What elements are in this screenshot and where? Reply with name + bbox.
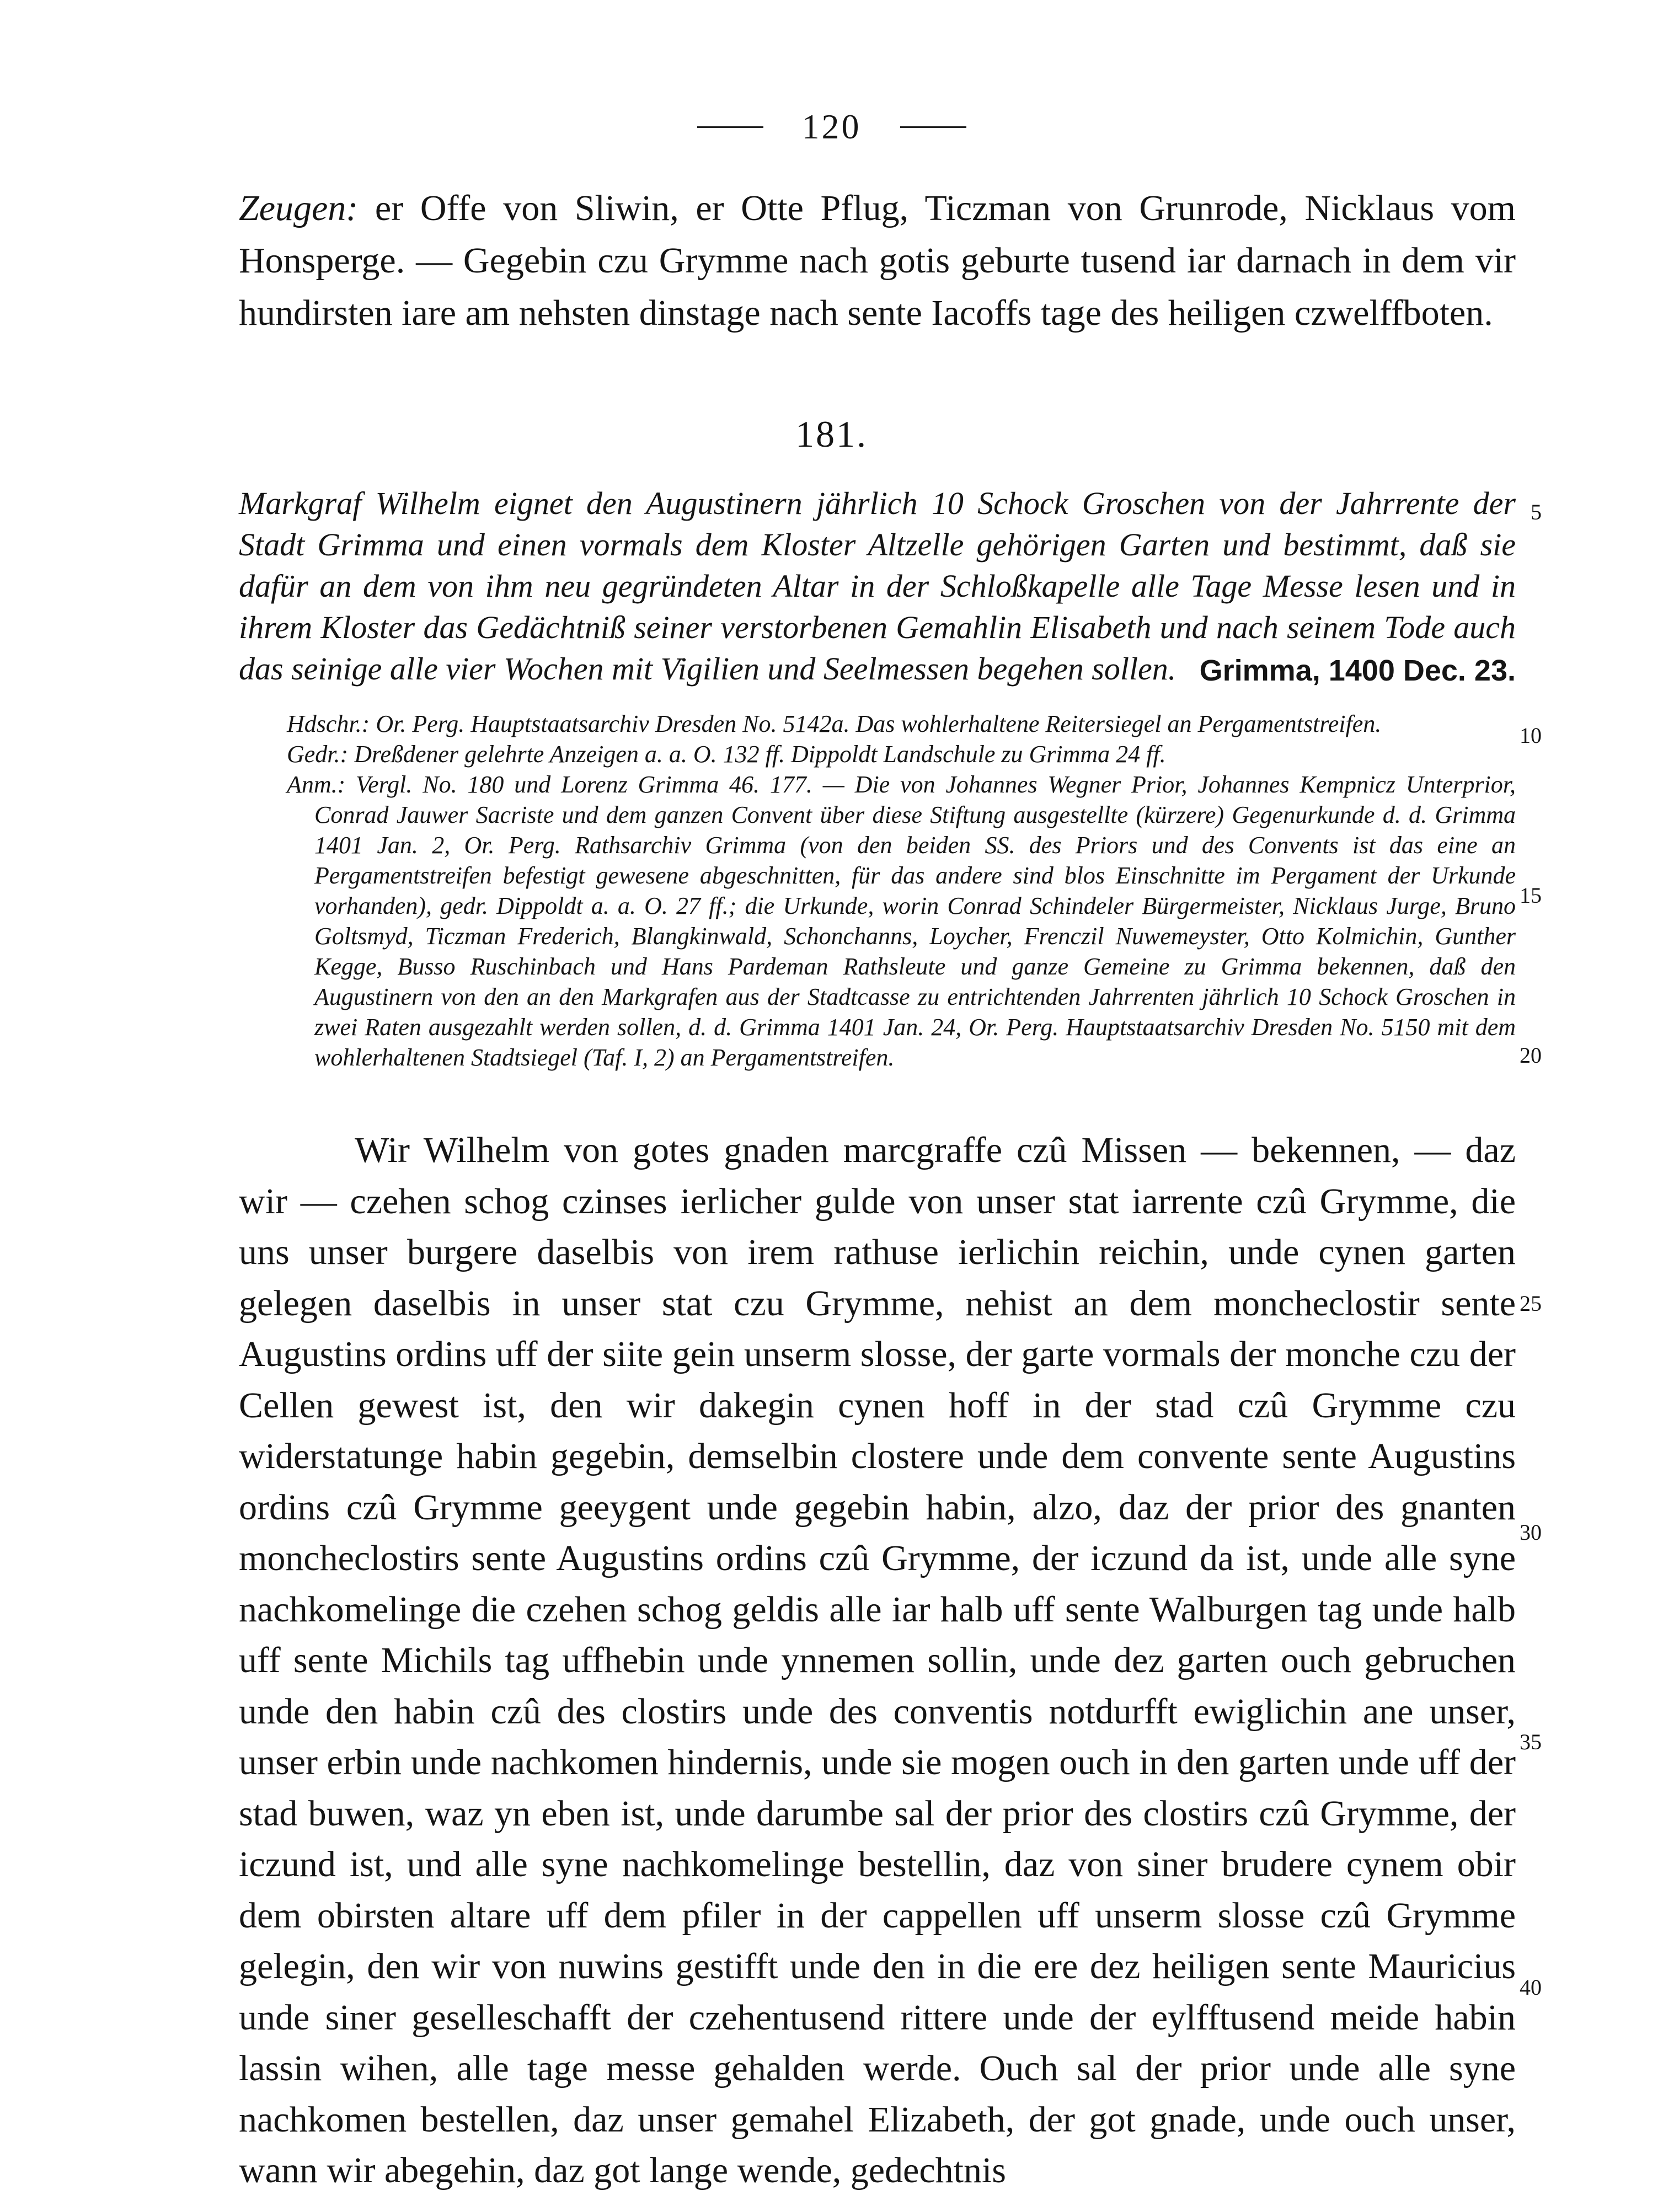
charter-text: Wir Wilhelm von gotes gnaden marcgraffe czû Missen — bekennen, — daz wir — czehen schog czinses ierlicher gulde von unser stat iarrente czû Grymme, die uns unser burgere daselbis von irem rathuse ierlichin reichin, unde cynen garten gelegen daselbis in unser stat czu Grymme, nehist an dem moncheclostir sente Augustins ordins uff der siite gein unserm slosse, der garte vormals der monche czu der Cellen gewest ist, den wir dakegin cynen hoff in der stad czû Grymme czu widerstatunge habin gegebin, demselbin clostere unde dem convente sente Augustins ordins czû Grymme geeygent unde gegebin habin, alzo, daz der prior des gnanten moncheclostirs sente Augustins ordins czû Grymme, der iczund da ist, unde alle syne nachkomelinge die czehen schog geldis alle iar halb uff sente Walburgen tag unde halb uff sente Michils tag uffhebin unde ynnemen sollin, unde dez garten ouch gebruchen unde den habin czû des clostirs unde des conventis notdurfft ewiglichin ane unser, unser erbin unde nachkomen hindernis, unde sie mogen ouch in den garten unde uff der stad buwen, waz yn eben ist, unde darumbe sal der prior des clostirs czû Grymme, der iczund ist, und alle syne nachkomelinge bestellin, daz von siner brudere cynem obir dem obirsten altare uff dem pfiler in der cappellen uff unserm slosse czû Grymme gelegin, den wir von nuwins gestifft unde den in die ere dez heiligen sente Mauricius unde siner geselleschafft der czehentusend rittere unde der eylfftusend meide habin lassin wihen, alle tage messe gehalden werde. Ouch sal der prior unde alle syne nachkomen bestellen, daz unser gemahel Elizabeth, der got gnade, unde ouch unser, wann wir abegehin, daz got lange wende, gedechtnis [239,1130,1516,2190]
line-number: 35 [1520,1729,1542,1754]
note-remarks: Anm.: Vergl. No. 180 und Lorenz Grimma 46. 177. — Die von Johannes Wegner Prior, Johannes Kempnicz Unterprior, Conrad Jauwer Sacriste und dem ganzen Convent über diese Stiftung ausgestellte (kürzere) Gegenurkunde d. d. Grimma 1401 Jan. 2, Or. Perg. Rathsarchiv Grimma (von den beiden SS. des Priors und des Convents ist das eine an Pergamentstreifen befestigt gewesene abgeschnitten, für das andere sind blos Einschnitte im Pergament der Urkunde vorhanden), gedr. Dippoldt a. a. O. 27 ff.; die Urkunde, worin Conrad Schindeler Bürgermeister, Nicklaus Jurge, Bruno Goltsmyd, Ticzman Frederich, Blangkinwald, Schonchanns, Loycher, Frenczil Nuwemeyster, Otto Kolmichin, Gunther Kegge, Busso Ruschinbach und Hans Pardeman Rathsleute und ganze Gemeine zu Grimma bekennen, daß den Augustinern von den an den Markgrafen aus der Stadtcasse zu entrichtenden Jahrrenten jährlich 10 Schock Groschen in zwei Raten ausgezahlt werden sollen, d. d. Grimma 1401 Jan. 24, Or. Perg. Hauptstaatsarchiv Dresden No. 5150 mit dem wohlerhaltenen Stadtsiegel (Taf. I, 2) an Pergamentstreifen. [287,771,1516,1071]
witness-label: Zeugen: [239,188,359,228]
note-printed: Gedr.: Dreßdener gelehrte Anzeigen a. a. O. 132 ff. Dippoldt Landschule zu Grimma 24 ff. [287,741,1166,768]
place-date: Grimma, 1400 Dec. 23. [1199,654,1516,687]
note-manuscript: Hdschr.: Or. Perg. Hauptstaatsarchiv Dresden No. 5142a. Das wohlerhaltene Reitersiegel an Pergamentstreifen. [287,710,1382,737]
header-rule-left [697,126,763,128]
line-number: 10 [1520,723,1542,748]
line-number: 30 [1520,1520,1542,1545]
witness-paragraph [239,182,1516,339]
apparatus-notes [287,709,1516,1073]
page-header [0,105,1663,149]
line-number: 20 [1520,1043,1542,1068]
regest-summary [239,483,1516,692]
line-number: 40 [1520,1975,1542,2000]
line-number: 25 [1520,1291,1542,1316]
header-rule-right [900,126,966,128]
line-number: 5 [1531,500,1542,524]
regest-text: Markgraf Wilhelm eignet den Augustinern jährlich 10 Schock Groschen von der Jahrrente der Stadt Grimma und einen vormals dem Kloster Altzelle gehörigen Garten und bestimmt, daß sie dafür an dem von ihm neu gegründeten Altar in der Schloßkapelle alle Tage Messe lesen und in ihrem Kloster das Gedächtniß seiner verstorbenen Gemahlin Elisabeth und nach seinem Tode auch das seinige alle vier Wochen mit Vigilien und Seelmessen begehen sollen. [239,485,1516,687]
line-number: 15 [1520,883,1542,908]
page-number: 120 [801,107,862,146]
witness-text: er Offe von Sliwin, er Otte Pflug, Ticzman von Grunrode, Nicklaus vom Honsperge. — Gegebin czu Grymme nach gotis geburte tusend iar darnach in dem vir hundirsten iare am nehsten dinstage nach sente Iacoffs tage des heiligen czwelffboten. [239,188,1516,333]
document-number: 181. [795,413,868,455]
